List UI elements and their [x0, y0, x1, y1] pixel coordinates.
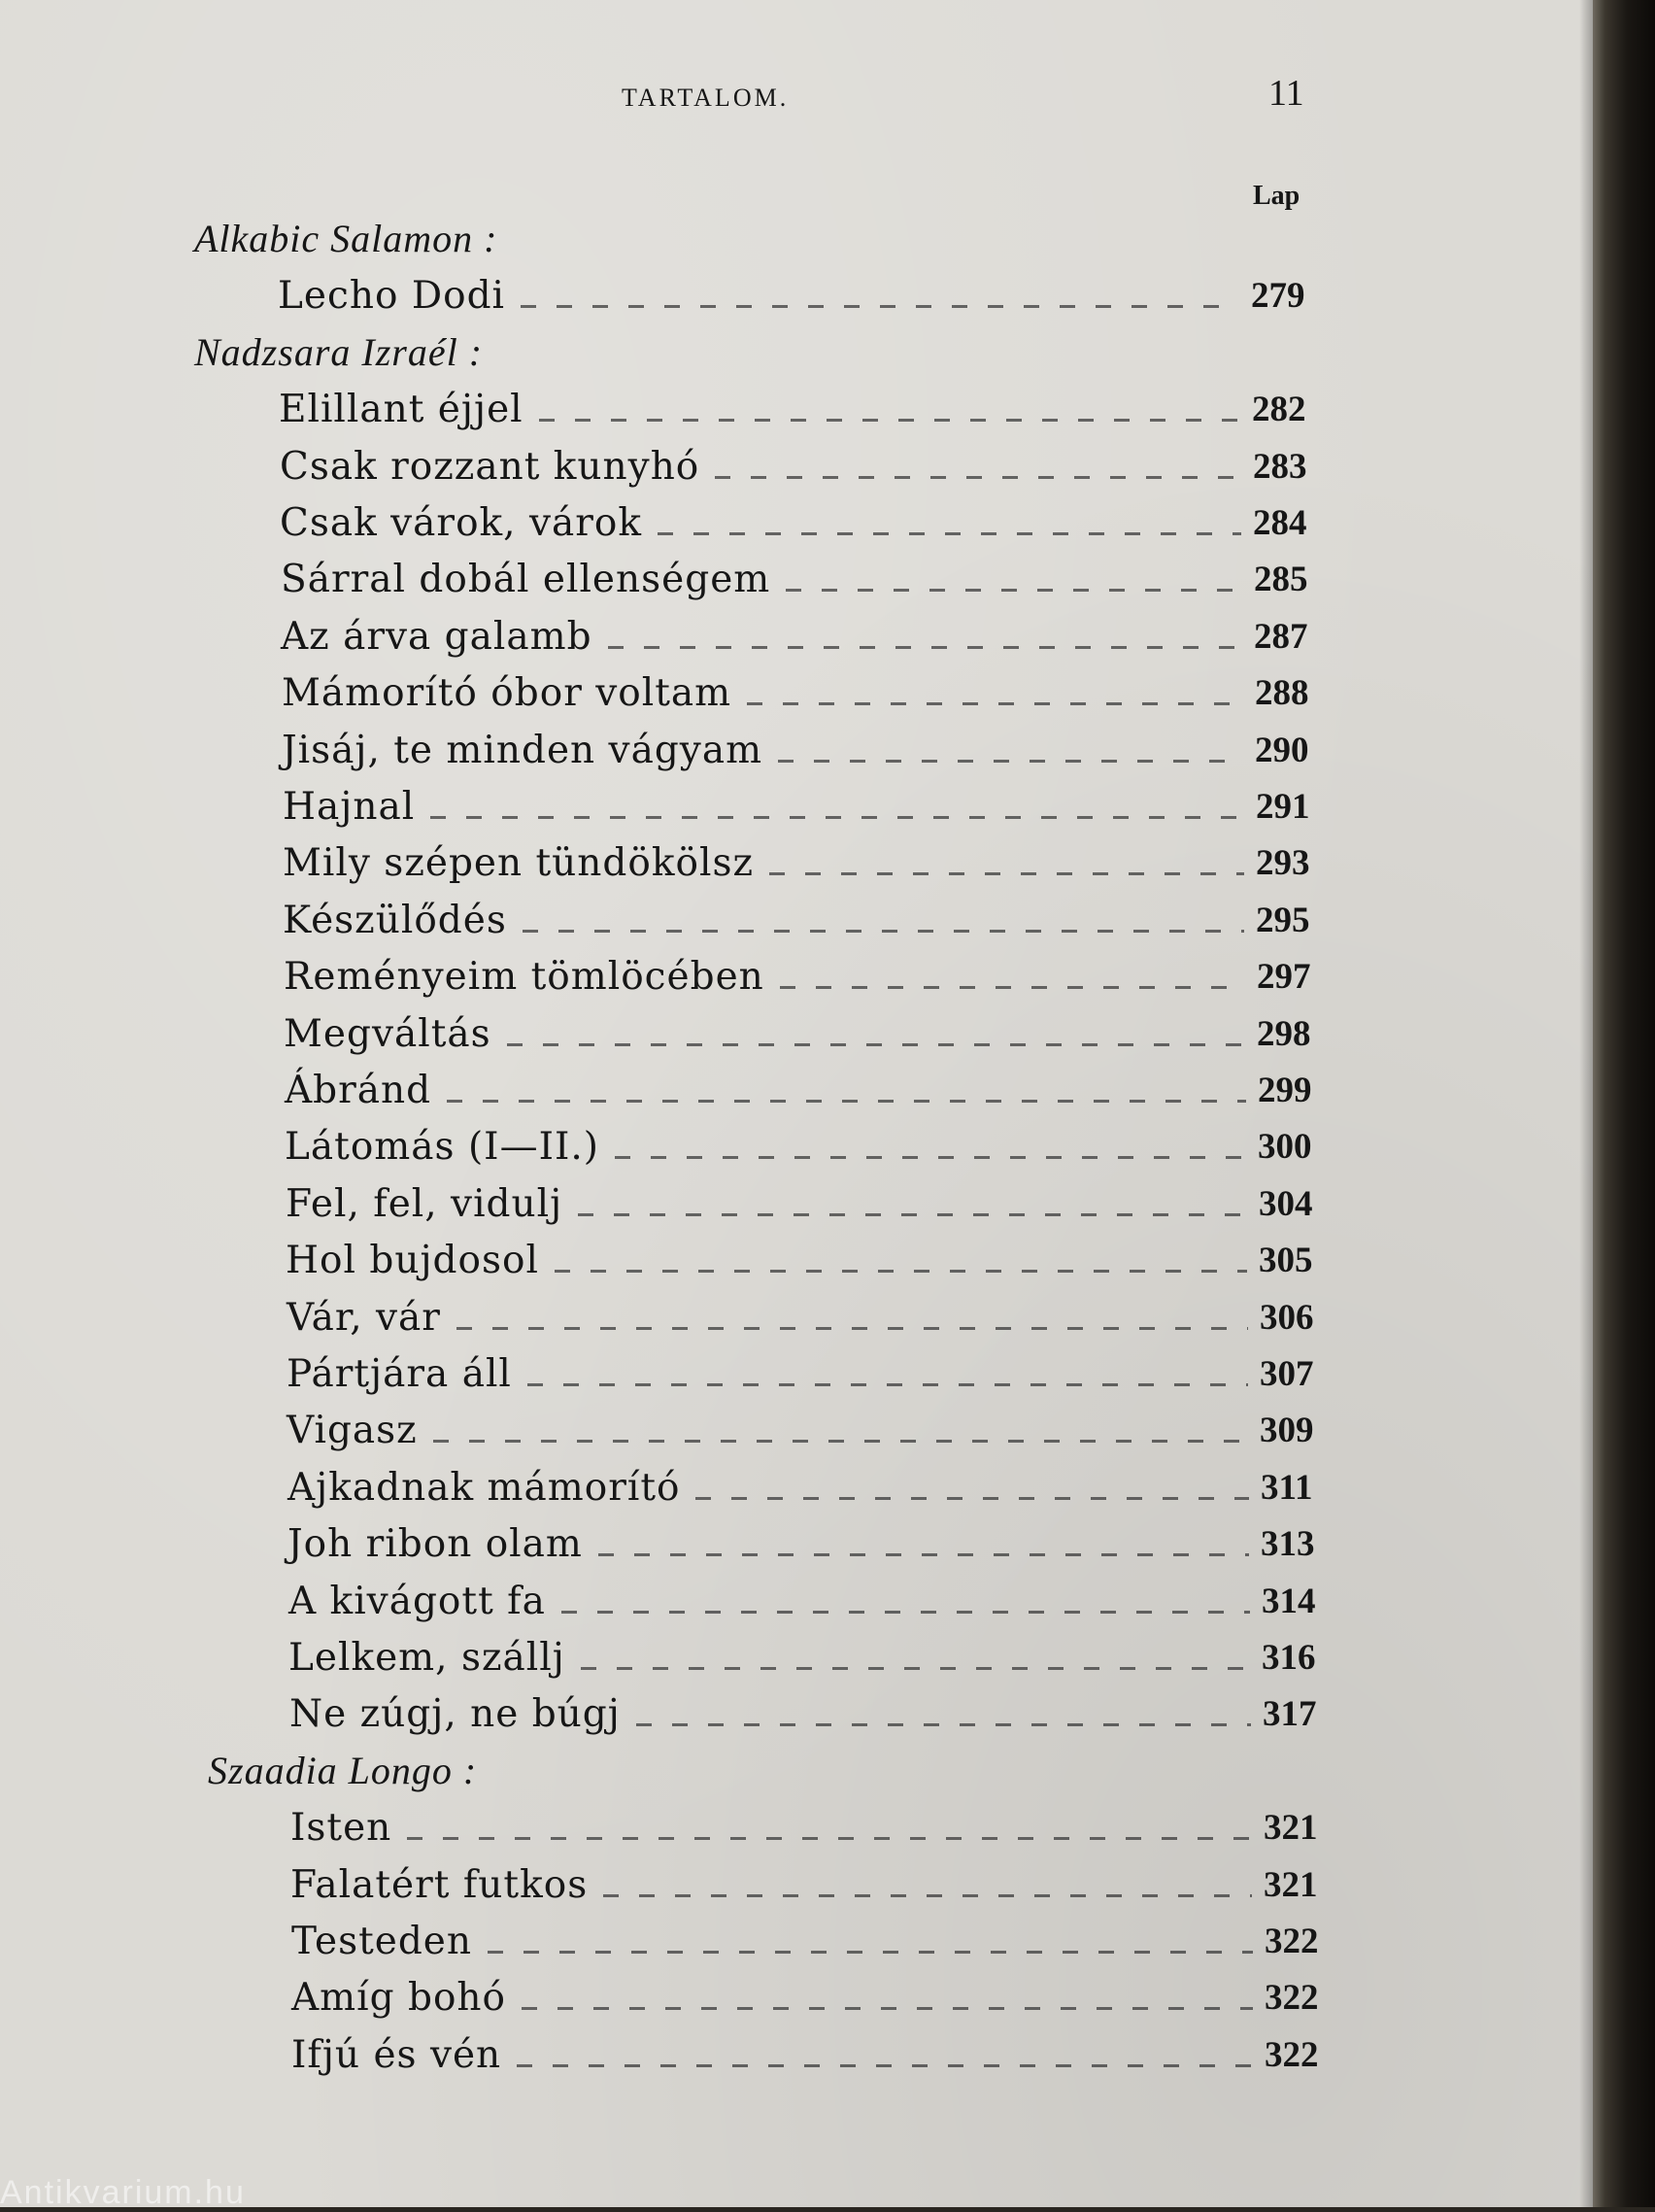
dot-leader — [786, 589, 1242, 592]
watermark: Antikvarium.hu — [0, 2174, 246, 2211]
entry-page-number: 285 — [1254, 560, 1308, 600]
dot-leader — [488, 1951, 1253, 1954]
dot-leader — [407, 1837, 1252, 1840]
toc-entry — [290, 1861, 1332, 1910]
toc-entry — [284, 1010, 1325, 1059]
entry-page-number: 313 — [1261, 1524, 1315, 1565]
entry-page-number: 307 — [1260, 1354, 1314, 1394]
entry-title: Jisáj, te minden vágyam — [282, 728, 763, 772]
dot-leader — [527, 1383, 1248, 1386]
dot-leader — [780, 986, 1245, 989]
entry-title: Falatért futkos — [290, 1862, 589, 1907]
entry-title: Pártjára áll — [287, 1352, 512, 1396]
dot-leader — [456, 1327, 1248, 1330]
entry-page-number: 279 — [1251, 276, 1305, 317]
entry-title: Megváltás — [284, 1011, 491, 1056]
entry-title: Ne zúgj, ne búgj — [289, 1692, 621, 1737]
toc-entry — [285, 1123, 1326, 1172]
entry-page-number: 282 — [1252, 390, 1306, 430]
entry-title: Ifjú és vén — [291, 2032, 502, 2077]
entry-title: Mily szépen tündökölsz — [283, 841, 755, 886]
entry-page-number: 299 — [1258, 1071, 1312, 1110]
entry-title: Vár, vár — [287, 1295, 441, 1340]
dot-leader — [715, 476, 1241, 479]
entry-page-number: 300 — [1258, 1127, 1312, 1168]
toc-entry — [278, 272, 1319, 321]
entry-title: Joh ribon olam — [287, 1522, 583, 1567]
page-number: 11 — [1268, 73, 1304, 114]
entry-page-number: 311 — [1261, 1467, 1313, 1508]
entry-title: Elillant éjjel — [279, 388, 524, 432]
toc-entry — [291, 1918, 1333, 1966]
dot-leader — [598, 1553, 1249, 1556]
entry-title: Vigasz — [287, 1409, 418, 1453]
entry-page-number: 304 — [1259, 1183, 1313, 1224]
dot-leader — [608, 646, 1242, 649]
entry-title: Reményeim tömlöcében — [284, 955, 764, 1000]
toc-entry — [285, 1067, 1326, 1115]
dot-leader — [433, 1440, 1248, 1443]
entry-title: Sárral dobál ellenségem — [281, 558, 771, 602]
toc-entry — [287, 1294, 1328, 1343]
entry-page-number: 298 — [1257, 1013, 1311, 1054]
entry-page-number: 295 — [1256, 900, 1310, 940]
dot-leader — [747, 702, 1243, 705]
author-heading: Szaadia Longo : — [208, 1748, 478, 1792]
dot-leader — [522, 2007, 1253, 2010]
book-spine — [1593, 0, 1655, 2207]
dot-leader — [539, 419, 1240, 422]
entry-title: Csak rozzant kunyhó — [280, 444, 700, 489]
toc-entry — [280, 443, 1321, 492]
page-column-label: Lap — [1253, 181, 1300, 211]
toc-entry — [282, 727, 1323, 775]
entry-page-number: 322 — [1265, 2034, 1319, 2075]
entry-title: Isten — [290, 1806, 392, 1851]
dot-leader — [561, 1611, 1250, 1614]
dot-leader — [447, 1100, 1246, 1103]
entry-title: Ábránd — [285, 1069, 432, 1112]
entry-page-number: 321 — [1264, 1864, 1318, 1905]
dot-leader — [778, 760, 1243, 763]
entry-title: Az árva galamb — [281, 614, 592, 659]
toc-entry — [287, 1350, 1328, 1399]
toc-entry — [281, 556, 1322, 604]
entry-title: Csak várok, várok — [280, 501, 643, 545]
entry-page-number: 306 — [1260, 1297, 1314, 1338]
entry-page-number: 317 — [1263, 1694, 1317, 1735]
toc-entry — [282, 669, 1323, 718]
toc-entry — [290, 1804, 1332, 1853]
dot-leader — [555, 1270, 1247, 1273]
dot-leader — [603, 1894, 1252, 1897]
entry-page-number: 293 — [1256, 843, 1310, 884]
dot-leader — [769, 872, 1244, 875]
toc-entry — [288, 1578, 1330, 1626]
entry-page-number: 297 — [1257, 957, 1311, 998]
toc-entry — [287, 1407, 1328, 1455]
toc-entry — [289, 1690, 1331, 1739]
toc-entry — [286, 1237, 1327, 1285]
entry-title: Készülődés — [283, 898, 507, 942]
entry-title: Látomás (I—II.) — [285, 1125, 599, 1170]
toc-entry — [291, 2031, 1333, 2080]
dot-leader — [517, 2064, 1253, 2067]
entry-page-number: 322 — [1265, 1978, 1319, 2019]
toc-entry — [287, 1464, 1329, 1513]
author-heading: Alkabic Salamon : — [194, 217, 498, 260]
entry-title: Ajkadnak mámorító — [287, 1465, 681, 1510]
entry-title: Amíg bohó — [291, 1976, 507, 2021]
toc-entry — [283, 897, 1324, 945]
toc-entry — [287, 1520, 1329, 1569]
toc-entry — [279, 386, 1320, 434]
entry-page-number: 290 — [1255, 730, 1309, 770]
author-heading: Nadzsara Izraél : — [194, 329, 484, 374]
dot-leader — [658, 532, 1241, 535]
entry-page-number: 291 — [1256, 787, 1310, 827]
entry-title: A kivágott fa — [288, 1579, 546, 1623]
entry-title: Lelkem, szállj — [288, 1636, 565, 1680]
entry-page-number: 284 — [1253, 503, 1307, 543]
dot-leader — [521, 305, 1239, 308]
entry-title: Hol bujdosol — [286, 1239, 539, 1283]
dot-leader — [523, 930, 1244, 933]
toc-entry — [281, 613, 1322, 662]
toc-entry — [291, 1974, 1333, 2023]
toc-entry — [283, 839, 1324, 888]
entry-page-number: 321 — [1264, 1808, 1318, 1849]
dot-leader — [636, 1723, 1251, 1726]
entry-page-number: 316 — [1262, 1638, 1316, 1678]
dot-leader — [430, 816, 1244, 819]
entry-page-number: 287 — [1254, 616, 1308, 657]
dot-leader — [615, 1156, 1246, 1159]
dot-leader — [507, 1043, 1245, 1046]
toc-entry — [283, 783, 1324, 832]
dot-leader — [695, 1497, 1249, 1500]
entry-page-number: 322 — [1265, 1922, 1319, 1961]
entry-title: Mámorító óbor voltam — [282, 671, 732, 716]
running-title: TARTALOM. — [622, 84, 790, 112]
entry-title: Fel, fel, vidulj — [286, 1181, 563, 1226]
toc-entry — [286, 1180, 1327, 1229]
entry-page-number: 309 — [1260, 1411, 1314, 1451]
toc-entry — [288, 1634, 1330, 1683]
toc-entry — [280, 499, 1321, 548]
dot-leader — [578, 1213, 1247, 1216]
entry-title: Lecho Dodi — [278, 274, 506, 319]
entry-page-number: 283 — [1253, 446, 1307, 487]
dot-leader — [581, 1667, 1250, 1670]
entry-page-number: 288 — [1255, 673, 1309, 714]
toc-entry — [284, 953, 1325, 1002]
entry-page-number: 305 — [1259, 1241, 1313, 1281]
entry-title: Testeden — [291, 1920, 472, 1963]
entry-page-number: 314 — [1262, 1581, 1316, 1621]
entry-title: Hajnal — [283, 785, 416, 829]
